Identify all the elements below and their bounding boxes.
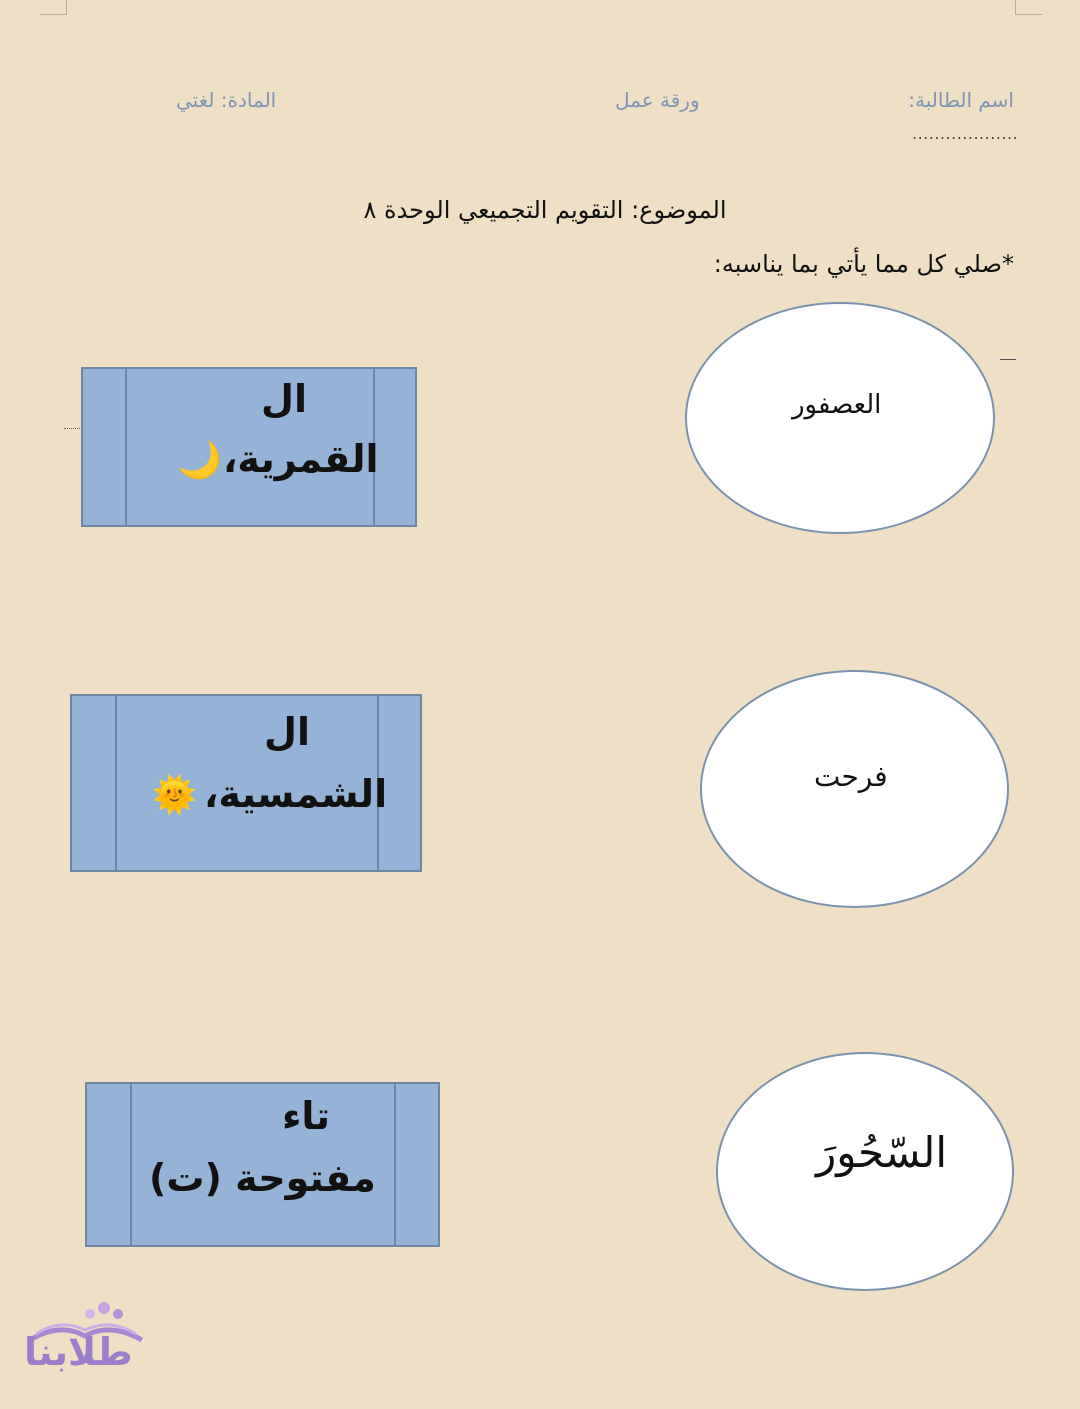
subject-label: المادة: لغتي xyxy=(176,88,277,112)
card-shamsiya[interactable] xyxy=(70,694,422,872)
card-line-2: الشمسية، xyxy=(204,772,388,816)
word-ellipse-1[interactable] xyxy=(685,302,995,534)
student-name-label: اسم الطالبة: xyxy=(908,88,1014,112)
margin-mark xyxy=(1000,359,1016,360)
sun-icon: 🌞 xyxy=(152,775,197,816)
word-text: السّحُورَ xyxy=(816,1128,948,1177)
student-name-blank: ................... xyxy=(912,124,1019,143)
word-text: العصفور xyxy=(792,390,882,420)
card-taa-maftuha[interactable] xyxy=(85,1082,440,1247)
card-divider xyxy=(394,1084,396,1245)
card-line-2: القمرية، xyxy=(223,437,379,481)
card-line-1: ال xyxy=(261,377,307,421)
card-line-2: مفتوحة (ت) xyxy=(149,1156,376,1200)
word-ellipse-2[interactable] xyxy=(700,670,1009,908)
page-corner-mark-right xyxy=(1015,0,1042,15)
card-qamariya[interactable] xyxy=(81,367,417,527)
moon-icon: 🌙 xyxy=(177,440,222,481)
card-divider xyxy=(115,696,117,870)
instruction-text: *صلي كل مما يأتي بما يناسبه: xyxy=(713,250,1014,278)
word-text: فرحت xyxy=(814,760,888,793)
card-line-1: تاء xyxy=(282,1094,330,1138)
card-line-1: ال xyxy=(264,710,310,754)
card-divider xyxy=(130,1084,132,1245)
word-ellipse-3[interactable] xyxy=(716,1052,1014,1291)
worksheet-label: ورقة عمل xyxy=(615,88,700,112)
topic-title: الموضوع: التقويم التجميعي الوحدة ٨ xyxy=(363,196,727,224)
page-corner-mark-left xyxy=(40,0,67,15)
dotted-margin-mark xyxy=(64,428,82,429)
card-divider xyxy=(125,369,127,525)
logo-text: طلابنا xyxy=(24,1330,133,1374)
